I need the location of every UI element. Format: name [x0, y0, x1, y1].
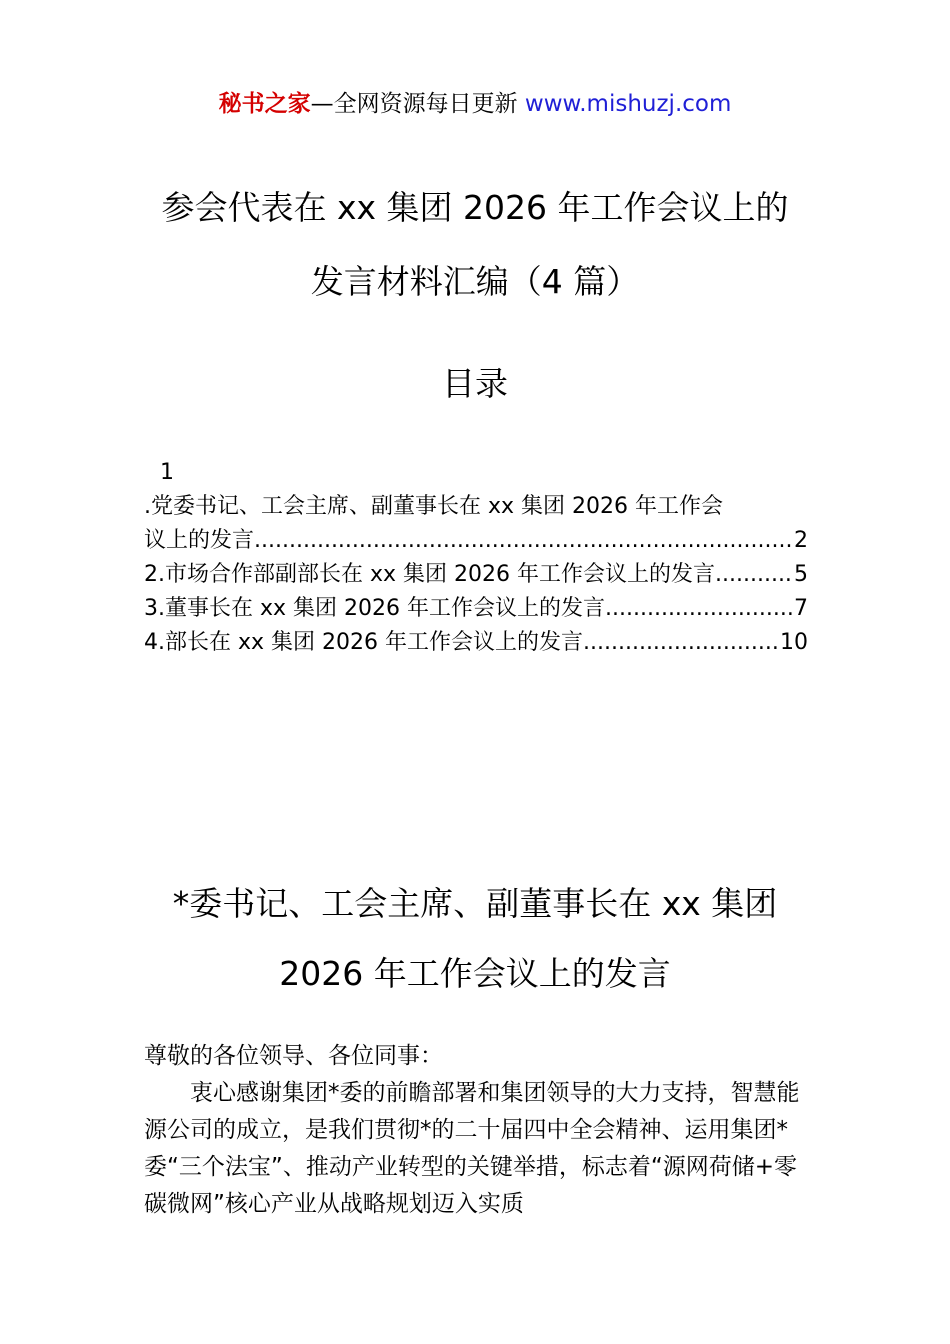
toc-item-1-page: 2 — [794, 528, 808, 553]
toc-item-3-page: 7 — [794, 596, 808, 621]
brand-name: 秘书之家 — [218, 91, 311, 117]
toc-item-4[interactable] — [144, 626, 808, 660]
salutation: 尊敬的各位领导、各位同事： — [144, 1043, 443, 1069]
body-paragraph-1: 衷心感谢集团*委的前瞻部署和集团领导的大力支持，智慧能源公司的成立，是我们贯彻*的二十届四中全会精神、运用集团*委“三个法宝”、推动产业转型的关键举措，标志着“源网荷储+零碳微网”核心产业从战略规划迈入实质 — [144, 1080, 800, 1217]
site-header — [0, 86, 950, 122]
toc-item-3-text: 3.董事长在 xx 集团 2026 年工作会议上的发言 — [144, 596, 605, 621]
toc-item-1[interactable] — [144, 524, 808, 558]
toc-item-3[interactable] — [144, 592, 808, 626]
toc-heading: 目录 — [442, 364, 508, 403]
site-url-link[interactable]: www.mishuzj.com — [524, 91, 732, 117]
header-tagline: —全网资源每日更新 — [310, 91, 525, 117]
section-title-line-2: 2026 年工作会议上的发言 — [279, 954, 671, 993]
toc-item-2-page: 5 — [794, 562, 808, 587]
toc-item-1-line-1[interactable]: .党委书记、工会主席、副董事长在 xx 集团 2026 年工作会 — [144, 494, 723, 519]
toc-leader-dots — [715, 558, 794, 592]
toc-item-4-text: 4.部长在 xx 集团 2026 年工作会议上的发言 — [144, 630, 583, 655]
toc-item-1-line-2: 议上的发言 — [144, 528, 255, 553]
section-title-line-1: *委书记、工会主席、副董事长在 xx 集团 — [172, 884, 778, 923]
document-title-line-2: 发言材料汇编（4 篇） — [310, 262, 640, 301]
document-title-line-1: 参会代表在 xx 集团 2026 年工作会议上的 — [161, 188, 789, 227]
toc-item-2[interactable] — [144, 558, 808, 592]
toc-leader-dots — [605, 592, 794, 626]
table-of-contents — [144, 456, 808, 660]
toc-item-4-page: 10 — [780, 630, 808, 655]
toc-item-1-number[interactable]: 1 — [160, 460, 174, 485]
toc-item-2-text: 2.市场合作部副部长在 xx 集团 2026 年工作会议上的发言 — [144, 562, 715, 587]
speech-body — [144, 1038, 808, 1223]
toc-leader-dots — [254, 524, 794, 558]
toc-leader-dots — [583, 626, 780, 660]
